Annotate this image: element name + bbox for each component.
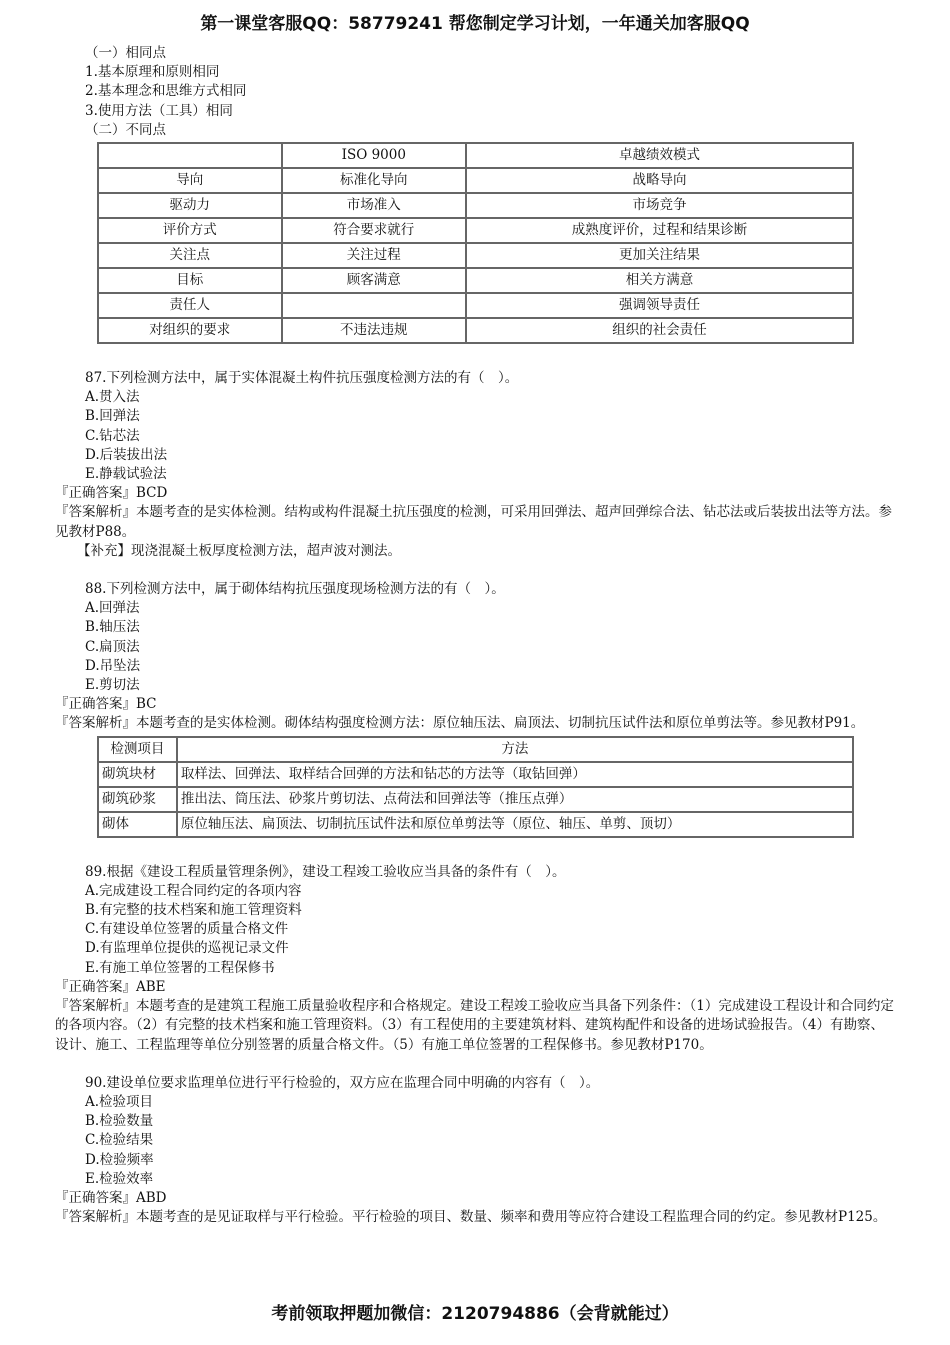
same-point-item: 2.基本理念和思维方式相同 [85,83,247,100]
table-cell: 砌筑块材 [98,762,177,787]
option-item: C.钻芯法 [85,427,140,444]
option-item: C.检验结果 [85,1132,154,1149]
table-cell: 相关方满意 [466,268,853,293]
table-cell: 更加关注结果 [466,243,853,268]
table-cell: 成熟度评价，过程和结果诊断 [466,218,853,243]
table-cell: 强调领导责任 [466,293,853,318]
table-cell: 市场准入 [282,193,467,218]
same-points-title: （一）相同点 [85,45,166,61]
document-body [55,44,897,1227]
option-item: B.检验数量 [85,1113,154,1130]
same-point-item: 3.使用方法（工具）相同 [85,102,233,119]
method-table [97,736,854,838]
table-row [98,268,853,293]
table-cell: 导向 [98,168,282,193]
table-row [98,812,853,837]
option-item: A.贯入法 [85,389,140,406]
table-cell: 原位轴压法、扁顶法、切制抗压试件法和原位单剪法等（原位、轴压、单剪、顶切） [177,812,853,837]
answer-analysis: 『答案解析』本题考查的是见证取样与平行检验。平行检验的项目、数量、频率和费用等应符合建设工程监理合同的约定。参见教材P125。 [55,1209,887,1226]
table-cell: 战略导向 [466,168,853,193]
option-item: B.回弹法 [85,408,140,425]
table-cell: 取样法、回弹法、取样结合回弹的方法和钻芯的方法等（取钻回弹） [177,762,853,787]
table-cell: 市场竞争 [466,193,853,218]
table-cell: 评价方式 [98,218,282,243]
option-item: B.轴压法 [85,619,140,636]
table-row [98,243,853,268]
table-cell [282,293,467,318]
table-header-row [98,737,853,762]
question-90 [55,1074,897,1228]
option-item: C.有建设单位签署的质量合格文件 [85,921,289,938]
option-item: D.吊坠法 [85,657,141,674]
table-header-cell [98,143,282,168]
question-88 [55,580,897,734]
table-row [98,318,853,343]
table-cell: 对组织的要求 [98,318,282,343]
option-item: B.有完整的技术档案和施工管理资料 [85,902,302,919]
table-cell: 组织的社会责任 [466,318,853,343]
option-item: A.完成建设工程合同约定的各项内容 [85,882,302,899]
correct-answer: 『正确答案』BCD [55,485,168,502]
answer-analysis: 『答案解析』本题考查的是实体检测。结构或构件混凝土抗压强度的检测，可采用回弹法、超声回弹综合法、钻芯法或后装拔出法等方法。参见教材P88。 [55,504,892,540]
table-cell: 标准化导向 [282,168,467,193]
option-item: E.检验效率 [85,1170,154,1187]
option-item: D.有监理单位提供的巡视记录文件 [85,940,289,957]
table-cell: 关注过程 [282,243,467,268]
table-cell: 符合要求就行 [282,218,467,243]
supplement-note: 【补充】现浇混凝土板厚度检测方法，超声波对测法。 [77,542,401,559]
table-row [98,168,853,193]
table-header-cell: 卓越绩效模式 [466,143,853,168]
table-cell: 不违法违规 [282,318,467,343]
table-cell: 推出法、筒压法、砂浆片剪切法、点荷法和回弹法等（推压点弹） [177,787,853,812]
table-header-row [98,143,853,168]
option-item: A.回弹法 [85,600,140,617]
table-cell: 关注点 [98,243,282,268]
option-item: E.剪切法 [85,677,140,694]
table-header-cell: 方法 [177,737,853,762]
footer-banner: 考前领取押题加微信：2120794886（会背就能过） [271,1304,679,1324]
option-item: E.有施工单位签署的工程保修书 [85,959,275,976]
option-item: D.后装拔出法 [85,446,168,463]
same-point-item: 1.基本原理和原则相同 [85,64,220,81]
table-cell: 顾客满意 [282,268,467,293]
table-cell: 砌筑砂浆 [98,787,177,812]
table-row [98,762,853,787]
table-header-cell: 检测项目 [98,737,177,762]
correct-answer: 『正确答案』ABD [55,1189,167,1206]
table-header-cell: ISO 9000 [282,143,467,168]
question-stem: 88.下列检测方法中，属于砌体结构抗压强度现场检测方法的有（ ）。 [85,581,505,598]
question-89 [55,863,897,1055]
option-item: A.检验项目 [85,1093,154,1110]
comparison-table [97,142,854,344]
correct-answer: 『正确答案』BC [55,696,157,713]
table-cell: 目标 [98,268,282,293]
table-row [98,787,853,812]
answer-analysis: 『答案解析』本题考查的是建筑工程施工质量验收程序和合格规定。建设工程竣工验收应当具备下列条件：（1）完成建设工程设计和合同约定的各项内容。（2）有完整的技术档案和施工管理资料。（3）有工程使用的主要建筑材料、建筑构配件和设备的进场试验报告。（4）有勘察、设计、施工、工程监理等单位分别签署的质量合格文件。（5）有施工单位签署的工程保修书。参见教材P170。 [55,998,894,1053]
correct-answer: 『正确答案』ABE [55,978,166,995]
option-item: E.静载试验法 [85,466,167,483]
table-row [98,218,853,243]
question-stem: 89.根据《建设工程质量管理条例》，建设工程竣工验收应当具备的条件有（ ）。 [85,863,566,880]
table-cell: 驱动力 [98,193,282,218]
answer-analysis: 『答案解析』本题考查的是实体检测。砌体结构强度检测方法：原位轴压法、扁顶法、切制抗压试件法和原位单剪法等。参见教材P91。 [55,715,865,732]
option-item: D.检验频率 [85,1151,154,1168]
option-item: C.扁顶法 [85,638,140,655]
table-cell: 砌体 [98,812,177,837]
table-row [98,193,853,218]
diff-points-title: （二）不同点 [85,121,166,138]
table-cell: 责任人 [98,293,282,318]
table-row [98,293,853,318]
question-87 [55,369,897,561]
question-stem: 87.下列检测方法中，属于实体混凝土构件抗压强度检测方法的有（ ）。 [85,370,519,387]
header-banner: 第一课堂客服QQ：58779241 帮您制定学习计划，一年通关加客服QQ [200,14,750,34]
question-stem: 90.建设单位要求监理单位进行平行检验的，双方应在监理合同中明确的内容有（ ）。 [85,1074,600,1091]
